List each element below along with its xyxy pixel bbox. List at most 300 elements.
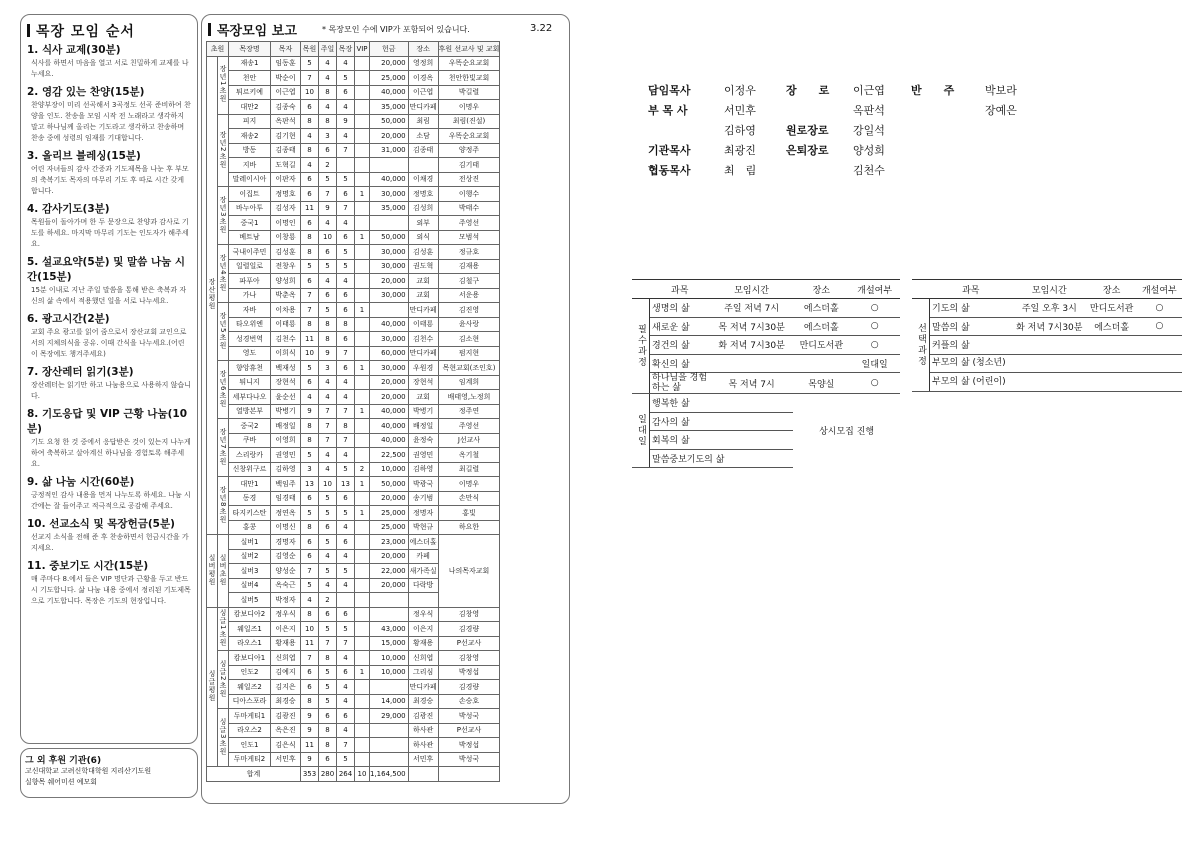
table-cell: 이태룡 [408, 317, 438, 332]
table-cell: 임계희 [438, 375, 500, 390]
table-cell: 양성순 [271, 564, 301, 579]
table-cell: 배태영,노정희 [438, 390, 500, 405]
district-label: 장산평원 [208, 278, 216, 311]
table-cell [355, 172, 370, 187]
table-cell: 8 [319, 651, 337, 666]
course-row [632, 299, 900, 318]
table-cell [355, 433, 370, 448]
table-cell: 윤순선 [271, 390, 301, 405]
table-cell: 만디카페 [408, 303, 438, 318]
table-cell: 40,000 [370, 404, 409, 419]
district-cell [207, 607, 218, 767]
table-cell: 4 [319, 274, 337, 289]
table-cell: 일렬일로 [229, 259, 271, 274]
table-cell: 20,000 [370, 390, 409, 405]
table-row [207, 694, 500, 709]
group-label: 싱글1초원 [219, 609, 227, 647]
report-header-cell: 목자 [271, 42, 301, 57]
table-cell: 배정일 [408, 419, 438, 434]
support-agencies-list [25, 766, 195, 788]
meeting-order-heading: 9. 삶 나눔 시간(60분) [27, 476, 135, 488]
table-cell: 이희식 [271, 346, 301, 361]
total-cell: 353 [301, 767, 319, 782]
table-row [207, 448, 500, 463]
table-row [207, 375, 500, 390]
table-cell: 바누아투 [229, 201, 271, 216]
table-cell: 옥판석 [271, 114, 301, 129]
table-cell: 이집트 [229, 187, 271, 202]
table-cell: 김진영 [438, 303, 500, 318]
table-cell: 피지 [229, 114, 271, 129]
table-cell: 7 [301, 303, 319, 318]
course-cell: 만디도서관 [793, 336, 849, 355]
table-cell: 3 [319, 129, 337, 144]
table-cell: 8 [301, 694, 319, 709]
table-cell: 장현석 [271, 375, 301, 390]
meeting-order-heading: 6. 광고시간(2분) [27, 313, 110, 325]
table-cell: 김종태 [408, 143, 438, 158]
course-cell [710, 354, 793, 373]
table-cell: 권영민 [408, 448, 438, 463]
table-cell: 9 [337, 114, 355, 129]
table-cell: 5 [337, 259, 355, 274]
staff-row [648, 162, 1048, 182]
course-cell: 에스더홀 [1087, 317, 1137, 336]
table-cell: 6 [301, 535, 319, 550]
staff-role: 담임목사 [648, 84, 691, 97]
table-cell: 50,000 [370, 477, 409, 492]
supporter-cell: 나의목자교회 [438, 535, 500, 608]
table-cell: 홍빛 [438, 506, 500, 521]
course-row [912, 299, 1182, 318]
meeting-order-item [27, 559, 191, 607]
table-cell: 11 [301, 636, 319, 651]
table-cell: 8 [301, 317, 319, 332]
table-cell: 6 [301, 172, 319, 187]
staff-name: 박보라 [985, 84, 1017, 97]
meeting-order-description: 장산레터는 읽기만 하고 나눔용으로 사용하지 않습니다. [31, 381, 191, 400]
table-cell: 20,000 [370, 375, 409, 390]
table-cell: 성경번역 [229, 332, 271, 347]
course-cell: 감사의 삶 [650, 412, 794, 431]
table-cell: 최경승 [271, 694, 301, 709]
table-cell: 4 [337, 549, 355, 564]
group-cell [218, 419, 229, 477]
course-cell: 화 저녁 7시30분 [710, 336, 793, 355]
report-header-cell: 목장명 [229, 42, 271, 57]
table-cell: 인도1 [229, 738, 271, 753]
meeting-order-item [27, 43, 191, 80]
course-cell: 부모의 삶 (어린이) [930, 373, 1013, 392]
total-cell: 280 [319, 767, 337, 782]
table-cell: 10 [319, 230, 337, 245]
table-cell: 6 [337, 607, 355, 622]
course-cell: 말씀중보기도의 삶 [650, 449, 794, 468]
table-cell [355, 274, 370, 289]
table-cell: 6 [301, 680, 319, 695]
table-cell: 외부 [408, 216, 438, 231]
table-cell: 10 [301, 85, 319, 100]
table-cell: 펌지현 [438, 346, 500, 361]
table-cell: 40,000 [370, 433, 409, 448]
table-cell: 35,000 [370, 100, 409, 115]
table-cell: 7 [301, 651, 319, 666]
staff-row [648, 122, 1048, 142]
required-courses-table [632, 279, 900, 468]
table-row [207, 187, 500, 202]
table-cell: 두마게티1 [229, 709, 271, 724]
table-cell: 백재성 [271, 361, 301, 376]
table-cell: 외식 [408, 230, 438, 245]
table-cell: 김철구 [438, 274, 500, 289]
table-cell: 교회 [408, 288, 438, 303]
table-row [207, 462, 500, 477]
course-cell: ○ [849, 317, 900, 336]
table-cell [355, 288, 370, 303]
table-cell: 에스더홀 [408, 535, 438, 550]
table-cell: 8 [301, 419, 319, 434]
table-cell: 4 [337, 100, 355, 115]
group-cell [218, 303, 229, 361]
table-row [207, 332, 500, 347]
table-cell: 9 [301, 404, 319, 419]
table-cell: 5 [337, 245, 355, 260]
table-cell [370, 216, 409, 231]
table-cell: 8 [319, 317, 337, 332]
table-cell: 박성국 [438, 709, 500, 724]
table-cell: 8 [319, 114, 337, 129]
course-cell: 주일 오후 3시 [1012, 299, 1086, 318]
table-cell: 김광진 [408, 709, 438, 724]
meeting-order-item [27, 475, 191, 512]
table-cell: 박태수 [438, 201, 500, 216]
table-cell: 대만1 [229, 477, 271, 492]
table-cell: 6 [337, 491, 355, 506]
table-cell: 20,000 [370, 274, 409, 289]
report-header-cell: 장소 [408, 42, 438, 57]
course-cell: 일대일 [849, 354, 900, 373]
table-cell: 최길렬 [438, 462, 500, 477]
table-cell: 3 [319, 361, 337, 376]
table-cell: 4 [319, 578, 337, 593]
course-cell: 말씀의 삶 [930, 317, 1013, 336]
table-cell: 6 [319, 520, 337, 535]
table-row [207, 129, 500, 144]
table-cell: 5 [337, 622, 355, 637]
table-cell: 향앙휴천 [229, 361, 271, 376]
table-cell: 우똑순요교회 [438, 129, 500, 144]
table-cell: 31,000 [370, 143, 409, 158]
table-cell [355, 332, 370, 347]
table-cell: 4 [337, 216, 355, 231]
table-cell: 1 [355, 187, 370, 202]
table-cell: 13 [301, 477, 319, 492]
meeting-order-title [27, 21, 135, 41]
meeting-order-item [27, 365, 191, 402]
table-cell [355, 448, 370, 463]
course-row [632, 354, 900, 373]
table-cell: 라오스2 [229, 723, 271, 738]
meeting-order-title-text: 목장 모임 순서 [36, 24, 135, 40]
course-cell: 목 저녁 7시30분 [710, 317, 793, 336]
table-cell: 2 [319, 593, 337, 608]
table-cell: 웨일즈2 [229, 680, 271, 695]
table-cell: 6 [319, 709, 337, 724]
table-cell: 20,000 [370, 491, 409, 506]
table-cell: 22,500 [370, 448, 409, 463]
report-title-text: 목장모임 보고 [217, 24, 297, 39]
table-cell: 6 [301, 100, 319, 115]
table-cell: 25,000 [370, 520, 409, 535]
table-row [207, 622, 500, 637]
table-cell: 43,000 [370, 622, 409, 637]
table-cell: 4 [301, 158, 319, 173]
table-row [207, 651, 500, 666]
table-cell: 새가족실 [408, 564, 438, 579]
table-row [207, 201, 500, 216]
table-cell: 김경량 [438, 622, 500, 637]
course-cell [1087, 373, 1137, 392]
table-row [207, 520, 500, 535]
support-agencies-box [20, 748, 198, 798]
table-cell: 이명우 [438, 100, 500, 115]
course-row [912, 354, 1182, 373]
course-cell: 부모의 삶 (청소년) [930, 354, 1013, 373]
table-cell: 중국2 [229, 419, 271, 434]
table-cell: 6 [337, 187, 355, 202]
table-cell: 8 [319, 85, 337, 100]
table-cell: 스리랑카 [229, 448, 271, 463]
table-cell: 김영순 [271, 549, 301, 564]
table-cell: 이근엽 [408, 85, 438, 100]
table-cell: 6 [301, 549, 319, 564]
table-cell: 재송2 [229, 129, 271, 144]
table-cell: 9 [319, 201, 337, 216]
table-cell: 실버5 [229, 593, 271, 608]
table-cell: P선교사 [438, 723, 500, 738]
table-cell [355, 216, 370, 231]
meeting-order-description: 선교지 소식을 전해 준 후 찬송하면서 헌금시간을 가지세요. [31, 533, 189, 552]
table-cell: 5 [337, 752, 355, 767]
table-row [207, 216, 500, 231]
courses-header-cell: 모임시간 [1012, 280, 1086, 299]
table-cell: P선교사 [438, 636, 500, 651]
meeting-order-description: 매 주마다 8.에서 들은 VIP 명단과 근황을 두고 반드시 기도합니다. 삶 나눔 내용 중에서 정리된 기도제목으로 기도합니다. 목장은 기도의 현장입니다. [31, 575, 191, 605]
table-cell [355, 738, 370, 753]
table-cell: 타지키스탄 [229, 506, 271, 521]
table-row [207, 361, 500, 376]
support-agencies-line: 고신대학교 고려신학대학원 지리산기도원 [25, 767, 152, 775]
table-cell: 8 [319, 738, 337, 753]
course-cell: 에스더홀 [793, 299, 849, 318]
table-cell: 10,000 [370, 462, 409, 477]
table-cell: 실버1 [229, 535, 271, 550]
table-row [207, 680, 500, 695]
table-cell: 10,000 [370, 651, 409, 666]
course-group-label: 필수과정 [632, 299, 650, 394]
group-cell [218, 709, 229, 767]
table-cell: 20,000 [370, 578, 409, 593]
total-cell: 264 [337, 767, 355, 782]
total-cell: 1,164,500 [370, 767, 409, 782]
table-cell: 30,000 [370, 361, 409, 376]
course-cell [1137, 336, 1182, 355]
table-cell: 옥숙근 [271, 578, 301, 593]
table-cell [337, 593, 355, 608]
table-cell: 국내이주민 [229, 245, 271, 260]
meeting-order-heading: 10. 선교소식 및 목장헌금(5분) [27, 518, 175, 530]
table-cell [355, 201, 370, 216]
meeting-order-item [27, 149, 191, 197]
table-cell [370, 593, 409, 608]
course-cell: 생명의 삶 [650, 299, 711, 318]
table-cell: 김광진 [271, 709, 301, 724]
table-cell: 실버4 [229, 578, 271, 593]
staff-name: 서민후 [724, 104, 756, 117]
report-header-cell: 초원 [207, 42, 229, 57]
table-row [207, 346, 500, 361]
table-row [207, 230, 500, 245]
course-cell: ○ [1137, 317, 1182, 336]
table-cell: 카페 [408, 549, 438, 564]
table-cell: 이영희 [271, 433, 301, 448]
table-cell: 9 [319, 346, 337, 361]
table-cell: 6 [301, 187, 319, 202]
meeting-order-heading: 1. 식사 교제(30분) [27, 44, 121, 56]
meeting-order-description: 긍정적인 감사 내용을 먼저 나누도록 하세요. 나눔 시간에는 잘 들어주고 적극적으로 공감해 주세요. [31, 491, 191, 510]
table-cell: 천안한빛교회 [438, 71, 500, 86]
table-cell [355, 375, 370, 390]
table-row [207, 172, 500, 187]
course-cell: ○ [849, 336, 900, 355]
table-cell: 5 [319, 622, 337, 637]
table-row [207, 158, 500, 173]
table-cell: 7 [337, 143, 355, 158]
table-cell: 4 [337, 129, 355, 144]
table-cell: 전창우 [271, 259, 301, 274]
table-cell: 도혁길 [271, 158, 301, 173]
table-cell: 5 [319, 259, 337, 274]
table-cell: 양성희 [271, 274, 301, 289]
table-cell: 8 [301, 114, 319, 129]
table-cell: 최림(진설) [438, 114, 500, 129]
staff-role: 장 로 [786, 84, 830, 97]
table-cell: 6 [337, 361, 355, 376]
table-cell [370, 738, 409, 753]
courses-header-cell: 장소 [1087, 280, 1137, 299]
table-cell: 이차용 [271, 303, 301, 318]
table-cell: 박병기 [408, 404, 438, 419]
table-cell: 실버3 [229, 564, 271, 579]
course-cell: 만디도서관 [1087, 299, 1137, 318]
table-cell: 13 [337, 477, 355, 492]
table-cell [370, 723, 409, 738]
course-cell: 새로운 삶 [650, 317, 711, 336]
table-cell: 재송1 [229, 56, 271, 71]
table-cell: 1 [355, 303, 370, 318]
table-cell: 김은식 [271, 738, 301, 753]
table-cell: 이명인 [271, 216, 301, 231]
table-cell: 6 [319, 752, 337, 767]
course-cell: 기도의 삶 [930, 299, 1013, 318]
table-cell: 6 [337, 230, 355, 245]
table-cell: 4 [319, 390, 337, 405]
report-header-cell: VIP [355, 42, 370, 57]
staff-name: 김하영 [724, 124, 756, 137]
table-cell: 우원경 [408, 361, 438, 376]
total-cell-empty [408, 767, 438, 782]
table-cell: 6 [319, 143, 337, 158]
table-cell: 정우식 [408, 607, 438, 622]
table-cell: 7 [337, 636, 355, 651]
table-cell: 다락방 [408, 578, 438, 593]
group-label: 싱글3초원 [219, 717, 227, 756]
table-cell: 1 [355, 506, 370, 521]
table-cell: 최경승 [408, 694, 438, 709]
course-note: 상시모집 진행 [819, 427, 875, 438]
table-cell: 5 [319, 564, 337, 579]
staff-role: 반 주 [911, 84, 955, 97]
table-cell: 임경태 [271, 491, 301, 506]
staff-name: 강일석 [853, 124, 885, 137]
table-cell: 5 [301, 506, 319, 521]
staff-row [648, 82, 1048, 102]
table-cell [355, 651, 370, 666]
table-cell [355, 317, 370, 332]
report-body [207, 56, 500, 781]
table-cell [355, 114, 370, 129]
courses-header-spacer [912, 280, 930, 299]
table-cell: 4 [319, 448, 337, 463]
table-cell [355, 723, 370, 738]
group-label: 장년6초원 [219, 369, 227, 408]
course-group-label: 일대일 [632, 394, 650, 468]
table-cell: 10 [319, 477, 337, 492]
table-cell: 양정주 [438, 143, 500, 158]
table-cell: 5 [319, 303, 337, 318]
staff-row [648, 142, 1048, 162]
table-cell: 쿠바 [229, 433, 271, 448]
course-cell: 에스더홀 [793, 317, 849, 336]
table-cell: 옥기철 [438, 448, 500, 463]
meeting-order-item [27, 255, 191, 307]
table-row [207, 709, 500, 724]
table-cell: 박춘옥 [271, 288, 301, 303]
table-cell: 14,000 [370, 694, 409, 709]
table-cell: 35,000 [370, 201, 409, 216]
course-cell: 확신의 삶 [650, 354, 711, 373]
table-cell [355, 752, 370, 767]
group-label: 장년7초원 [219, 427, 227, 466]
total-row [207, 767, 500, 782]
district-cell [207, 56, 218, 535]
table-cell: 30,000 [370, 288, 409, 303]
table-cell: 김천수 [408, 332, 438, 347]
table-cell: 신창위구르 [229, 462, 271, 477]
table-cell: 서운용 [438, 288, 500, 303]
table-cell: 캄보디아2 [229, 607, 271, 622]
table-cell: 하사관 [408, 738, 438, 753]
table-cell: 김하영 [271, 462, 301, 477]
table-cell [355, 491, 370, 506]
table-cell: 5 [301, 259, 319, 274]
district-cell [207, 535, 218, 608]
table-cell: 5 [301, 361, 319, 376]
report-header-cell: 헌금 [370, 42, 409, 57]
table-cell: 40,000 [370, 85, 409, 100]
table-cell: 만디카페 [408, 680, 438, 695]
table-cell: 8 [337, 317, 355, 332]
